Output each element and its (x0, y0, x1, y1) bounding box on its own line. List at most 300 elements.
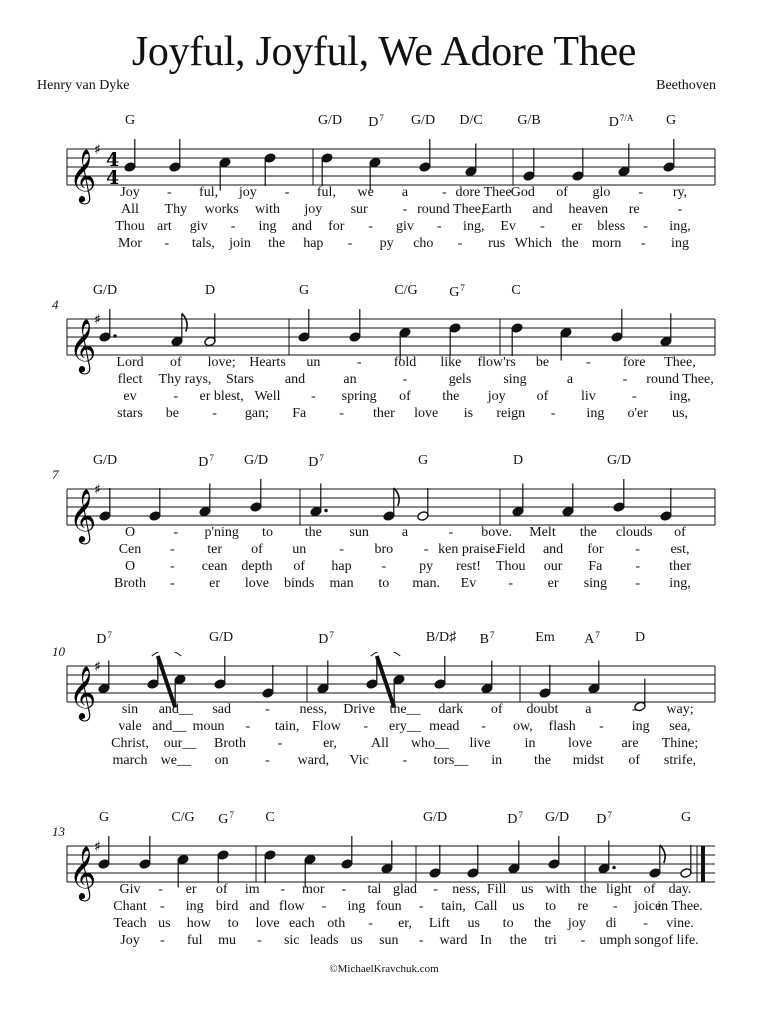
lyric-syllable: sur (350, 202, 368, 217)
lyric-syllable: love; (207, 355, 236, 370)
lyric-syllable: the (442, 389, 460, 404)
measure-number: 7 (52, 467, 59, 482)
lyric-syllable: round Thee, (417, 202, 485, 217)
lyric-syllable: est, (670, 542, 690, 557)
lyric-syllable: joy (238, 185, 257, 200)
lyric-syllable: ness, (299, 702, 328, 717)
lyric-syllable: o'er (627, 406, 648, 421)
lyric-syllable: umph (599, 933, 632, 948)
lyric-syllable: re (577, 899, 589, 914)
lyric-syllable: with (545, 882, 571, 897)
lyric-syllable: - (212, 406, 217, 421)
lyric-syllable: - (164, 236, 169, 251)
lyric-syllable: us (350, 933, 363, 948)
lyric-syllable: moun (192, 719, 225, 734)
lyric-syllable: un (292, 542, 307, 557)
lyric-syllable: - (631, 702, 637, 717)
lyric-syllable: O (124, 525, 136, 540)
lyric-syllable: like (440, 355, 462, 370)
lyric-syllable: - (423, 542, 429, 557)
lyric-syllable: - (356, 355, 362, 370)
lyric-syllable: love (244, 576, 269, 591)
lyric-syllable: mor (302, 882, 325, 897)
time-signature-top: 4 (106, 149, 120, 171)
lyric-syllable: is (463, 406, 474, 421)
dot (612, 866, 616, 870)
lyric-syllable: flow'rs (477, 355, 516, 370)
lyric-syllable: - (341, 882, 347, 897)
lyric-syllable: Broth (114, 576, 146, 591)
lyric-syllable: - (230, 219, 236, 234)
key-signature-sharp: ♯ (94, 839, 101, 855)
lyric-syllable: - (402, 753, 408, 768)
slur (371, 652, 400, 656)
lyric-syllable: Field (496, 542, 526, 557)
chord-symbol: D (634, 630, 646, 645)
lyric-syllable: of (251, 542, 263, 557)
lyric-syllable: song (634, 933, 661, 948)
lyric-syllable: Fill (486, 882, 507, 897)
note-flag (660, 845, 665, 863)
lyric-syllable: and__ (152, 719, 187, 734)
lyric-syllable: reign (496, 406, 526, 421)
measure-number: 4 (52, 297, 59, 312)
lyric-syllable: ken praise. (438, 542, 499, 557)
lyric-syllable: Drive (343, 702, 376, 717)
lyric-syllable: and (542, 542, 564, 557)
lyric-syllable: - (643, 219, 648, 234)
lyric-syllable: ing (258, 219, 277, 234)
lyric-syllable: foun (375, 899, 402, 914)
lyric-syllable: tain, (441, 899, 466, 914)
lyric-syllable: tri (544, 933, 557, 948)
lyric-syllable: er blest, (199, 389, 244, 404)
chord-symbol: G/D (92, 453, 118, 468)
lyric-syllable: - (635, 576, 641, 591)
lyric-syllable: of (399, 389, 411, 404)
lyric-syllable: binds (284, 576, 315, 591)
lyric-syllable: liv (580, 389, 596, 404)
lyric-syllable: strife, (663, 753, 697, 768)
chord-symbol: G (124, 113, 136, 128)
lyric-syllable: cean (201, 559, 228, 574)
page-title: Joyful, Joyful, We Adore Thee (131, 29, 637, 75)
lyric-syllable: Cen (118, 542, 142, 557)
lyric-syllable: Chant (113, 899, 147, 914)
lyric-syllable: joy (567, 916, 586, 931)
lyric-syllable: - (363, 719, 369, 734)
lyric-syllable: us (158, 916, 171, 931)
lyric-syllable: in Thee. (657, 899, 703, 914)
lyric-syllable: - (481, 719, 486, 734)
chord-symbol: G/B (517, 113, 541, 128)
chord-symbol: C/G (171, 810, 195, 825)
lyric-syllable: glad (392, 882, 418, 897)
lyric-syllable: of (169, 355, 182, 370)
lyric-syllable: - (368, 219, 373, 234)
lyric-syllable: oth (327, 916, 346, 931)
lyric-syllable: heaven (568, 202, 609, 217)
lyric-syllable: Thy rays, (158, 372, 212, 387)
lyric-syllable: way; (666, 702, 694, 717)
lyric-syllable: giv (396, 219, 414, 234)
chord-symbol: C (265, 810, 275, 825)
chord-symbol: $D^7$ (96, 630, 112, 647)
treble-clef-icon: 𝄞 (69, 488, 97, 542)
lyric-syllable: - (508, 576, 514, 591)
lyric-syllable: Broth (214, 736, 246, 751)
lyric-syllable: Stars (226, 372, 254, 387)
lyric-syllable: and__ (158, 702, 193, 717)
lyric-syllable: - (622, 372, 628, 387)
author-credit: Henry van Dyke (37, 78, 130, 93)
chord-symbol: G/D (92, 283, 118, 298)
lyric-syllable: - (166, 185, 172, 200)
lyric-syllable: Call (474, 899, 498, 914)
lyric-syllable: - (635, 559, 641, 574)
lyric-syllable: - (550, 406, 556, 421)
lyric-syllable: p'ning (204, 525, 239, 540)
lyric-syllable: Giv (119, 882, 141, 897)
chord-symbol: $D^7$ (318, 630, 334, 647)
lyric-syllable: In (480, 933, 492, 948)
lyric-syllable: love (567, 736, 593, 751)
lyric-syllable: - (599, 719, 604, 734)
key-signature-sharp: ♯ (94, 312, 101, 328)
chord-symbol: G/D (606, 453, 632, 468)
lyric-syllable: - (580, 933, 586, 948)
chord-symbol: $D^{7/A}$ (608, 113, 634, 130)
lyric-syllable: - (402, 372, 408, 387)
lyric-syllable: of (536, 389, 549, 404)
lyric-syllable: and (249, 899, 270, 914)
lyric-syllable: Mor (117, 236, 143, 251)
lyric-syllable: of (215, 882, 228, 897)
lyric-syllable: of (556, 185, 568, 200)
lyric-syllable: ing, (669, 219, 691, 234)
lyric-syllable: day. (668, 882, 692, 897)
chord-symbol: $D^7$ (507, 810, 523, 827)
lyric-syllable: - (418, 933, 424, 948)
lyric-syllable: er, (323, 736, 337, 751)
lyric-syllable: the__ (389, 702, 421, 717)
music-system (0, 453, 768, 593)
lyric-syllable: er (185, 882, 197, 897)
lyric-syllable: ing, (669, 389, 691, 404)
lyric-syllable: - (245, 719, 251, 734)
lyric-syllable: - (339, 542, 344, 557)
lyric-syllable: love (255, 916, 280, 931)
lyric-syllable: sing (583, 576, 608, 591)
treble-clef-icon: 𝄞 (69, 148, 97, 202)
lyric-syllable: dark (438, 702, 464, 717)
lyric-syllable: All (371, 736, 389, 751)
lyric-syllable: cho (413, 236, 434, 251)
measure-number: 10 (52, 644, 65, 659)
lyric-syllable: Well (254, 389, 281, 404)
music-system (0, 630, 768, 770)
lyric-syllable: in (524, 736, 536, 751)
lyric-syllable: Thou (115, 219, 145, 234)
lyric-syllable: sin (121, 702, 139, 717)
lyric-syllable: be (535, 355, 550, 370)
lyric-syllable: hap (331, 559, 352, 574)
lyric-syllable: depth (241, 559, 273, 574)
lyric-syllable: how (186, 916, 211, 931)
lyric-syllable: ward, (297, 753, 330, 768)
lyric-syllable: for (587, 542, 604, 557)
dot (324, 509, 328, 513)
chord-symbol: C/G (394, 283, 418, 298)
lyric-syllable: our (543, 559, 563, 574)
chord-symbol: G (98, 810, 110, 825)
lyric-syllable: Thy (164, 202, 188, 217)
lyric-syllable: ther (669, 559, 691, 574)
lyric-syllable: ing (586, 406, 605, 421)
lyric-syllable: joy (487, 389, 506, 404)
music-system (0, 283, 768, 423)
lyric-syllable: er, (398, 916, 412, 931)
lyric-syllable: ful, (316, 185, 336, 200)
lyric-syllable: and (284, 372, 306, 387)
lyric-syllable: an (343, 372, 357, 387)
lyric-syllable: God (510, 185, 535, 200)
lyric-syllable: hap (303, 236, 324, 251)
lyric-syllable: giv (189, 219, 208, 234)
lyric-syllable: on (214, 753, 229, 768)
lyric-syllable: joy (304, 202, 323, 217)
lyric-syllable: All (121, 202, 139, 217)
chord-symbol: G/D (317, 113, 343, 128)
lyric-syllable: - (381, 559, 387, 574)
lyric-syllable: us (512, 899, 525, 914)
lyric-syllable: gels (448, 372, 472, 387)
lyric-syllable: the (561, 236, 579, 251)
chord-symbol: $D^7$ (198, 453, 214, 470)
lyric-syllable: round Thee, (646, 372, 714, 387)
lyric-syllable: of (628, 753, 640, 768)
lyric-syllable: stars (117, 406, 143, 421)
lyric-syllable: ful (186, 933, 203, 948)
lyric-syllable: flow (278, 899, 305, 914)
staff (0, 305, 768, 415)
lyric-syllable: - (347, 236, 353, 251)
time-signature-bottom: 4 (106, 167, 120, 189)
lyric-syllable: ing (671, 236, 689, 251)
lyric-syllable: doubt (526, 702, 559, 717)
lyric-syllable: tal (367, 882, 382, 897)
lyric-syllable: sun (379, 933, 399, 948)
lyric-syllable: ing (631, 719, 650, 734)
chord-symbol: G/D (544, 810, 570, 825)
lyric-syllable: - (433, 882, 438, 897)
lyric-syllable: Thine; (661, 736, 699, 751)
lyric-syllable: ev (123, 389, 137, 404)
chord-symbol: $G^7$ (449, 283, 465, 300)
lyric-syllable: Ev (500, 219, 516, 234)
lyric-syllable: - (457, 236, 463, 251)
lyric-syllable: er (209, 576, 221, 591)
lyric-syllable: mu (218, 933, 236, 948)
lyric-syllable: Fa (588, 559, 603, 574)
lyric-syllable: Thee, (664, 355, 696, 370)
note-flag (182, 314, 187, 332)
lyric-syllable: ful, (199, 185, 219, 200)
lyric-syllable: - (402, 202, 408, 217)
lyric-syllable: man (329, 576, 354, 591)
chord-symbol: $G^7$ (218, 810, 234, 827)
lyric-syllable: the (533, 916, 552, 931)
lyric-syllable: - (265, 702, 270, 717)
beam (377, 656, 394, 708)
lyric-syllable: - (173, 525, 179, 540)
lyric-syllable: be (165, 406, 179, 421)
lyric-syllable: the (579, 882, 597, 897)
lyric-syllable: light (606, 882, 632, 897)
treble-clef-icon: 𝄞 (69, 665, 97, 719)
lyric-syllable: a (566, 372, 574, 387)
chord-symbol: $D^7$ (596, 810, 612, 827)
lyric-syllable: to (545, 899, 557, 914)
lyric-syllable: dore Thee (455, 185, 512, 200)
lyric-syllable: - (280, 882, 286, 897)
lyric-syllable: bird (215, 899, 239, 914)
note-flag (394, 488, 399, 506)
lyric-syllable: tors__ (433, 753, 469, 768)
beam (158, 656, 175, 708)
lyric-syllable: py (419, 559, 434, 574)
lyric-syllable: Christ, (111, 736, 149, 751)
lyric-syllable: Fa (292, 406, 307, 421)
chord-symbol: C (511, 283, 521, 298)
treble-clef-icon: 𝄞 (69, 845, 97, 899)
lyric-syllable: - (284, 185, 290, 200)
lyric-syllable: morn (591, 236, 622, 251)
lyric-syllable: - (677, 202, 683, 217)
lyric-syllable: ery__ (389, 719, 421, 734)
chord-symbol: G/D (410, 113, 436, 128)
key-signature-sharp: ♯ (94, 659, 101, 675)
lyric-syllable: a (401, 185, 409, 200)
lyric-syllable: - (173, 389, 179, 404)
lyric-syllable: clouds (615, 525, 653, 540)
lyric-syllable: midst (572, 753, 604, 768)
dot (113, 334, 117, 338)
composer-credit: Beethoven (656, 78, 716, 93)
lyric-syllable: a (401, 525, 409, 540)
lyric-syllable: of (643, 882, 656, 897)
lyric-syllable: tals, (191, 236, 215, 251)
lyric-syllable: O (124, 559, 136, 574)
chord-symbol: $A^7$ (584, 630, 600, 647)
lyric-syllable: - (437, 219, 442, 234)
lyric-syllable: - (540, 219, 545, 234)
lyric-syllable: and (532, 202, 553, 217)
key-signature-sharp: ♯ (94, 482, 101, 498)
chord-symbol: $D^7$ (308, 453, 324, 470)
lyric-syllable: ness, (452, 882, 480, 897)
lyric-syllable: - (339, 406, 344, 421)
lyric-syllable: Which (514, 236, 552, 251)
lyric-syllable: Melt (529, 525, 556, 540)
lyric-syllable: - (638, 185, 644, 200)
lyric-syllable: - (160, 933, 165, 948)
lyric-syllable: the (509, 933, 527, 948)
lyric-syllable: glo (592, 185, 611, 200)
chord-symbol: G (417, 453, 429, 468)
lyric-syllable: Thou (495, 559, 526, 574)
lyric-syllable: - (448, 525, 454, 540)
lyric-syllable: in (491, 753, 503, 768)
lyric-syllable: - (310, 389, 316, 404)
lyric-syllable: love (414, 406, 439, 421)
chord-symbol: $B^7$ (479, 630, 495, 647)
lyric-syllable: Vic (349, 753, 369, 768)
lyric-syllable: us (520, 882, 534, 897)
lyric-syllable: live (469, 736, 491, 751)
lyric-syllable: us (467, 916, 480, 931)
lyric-syllable: the (533, 753, 552, 768)
slur (152, 652, 181, 656)
lyric-syllable: of (293, 559, 306, 574)
lyric-syllable: - (441, 185, 447, 200)
lyric-syllable: ward (439, 933, 468, 948)
lyric-syllable: the (268, 236, 286, 251)
lyric-syllable: mead (429, 719, 460, 734)
lyric-syllable: who__ (410, 736, 450, 751)
lyric-syllable: Joy (120, 933, 140, 948)
lyric-syllable: to (502, 916, 514, 931)
chord-symbol: D (512, 453, 524, 468)
lyric-syllable: man. (412, 576, 440, 591)
lyric-syllable: a (585, 702, 592, 717)
lyric-syllable: ing, (669, 576, 691, 591)
lyric-syllable: di (605, 916, 617, 931)
lyric-syllable: Lord (116, 355, 144, 370)
chord-symbol: G/D (243, 453, 269, 468)
lyric-syllable: of life. (661, 933, 699, 948)
lyric-syllable: - (635, 542, 641, 557)
lyric-syllable: Teach (113, 916, 147, 931)
lyric-syllable: Hearts (249, 355, 286, 370)
lyric-syllable: - (368, 916, 373, 931)
lyric-syllable: Flow (312, 719, 341, 734)
lyric-syllable: each (289, 916, 315, 931)
copyright-notice: ©MichaelKravchuk.com (329, 963, 439, 975)
lyric-syllable: - (169, 542, 175, 557)
lyric-syllable: ter (207, 542, 222, 557)
lyric-syllable: - (158, 882, 163, 897)
chord-symbol: $D^7$ (368, 113, 384, 130)
lyric-syllable: - (643, 916, 648, 931)
lyric-syllable: rus (488, 236, 506, 251)
lyric-syllable: - (321, 899, 327, 914)
lyric-syllable: our__ (163, 736, 197, 751)
lyric-syllable: and (291, 219, 312, 234)
lyric-syllable: Ev (460, 576, 477, 591)
lyric-syllable: to (262, 525, 273, 540)
lyric-syllable: im (244, 882, 260, 897)
lyric-syllable: flash (548, 719, 576, 734)
lyric-syllable: ing (347, 899, 366, 914)
lyric-syllable: er (571, 219, 583, 234)
lyric-syllable: we (357, 185, 374, 200)
lyric-syllable: ther (372, 406, 395, 421)
lyric-syllable: the (579, 525, 597, 540)
lyric-syllable: sun (349, 525, 369, 540)
chord-symbol: G (298, 283, 310, 298)
lyric-syllable: un (306, 355, 321, 370)
